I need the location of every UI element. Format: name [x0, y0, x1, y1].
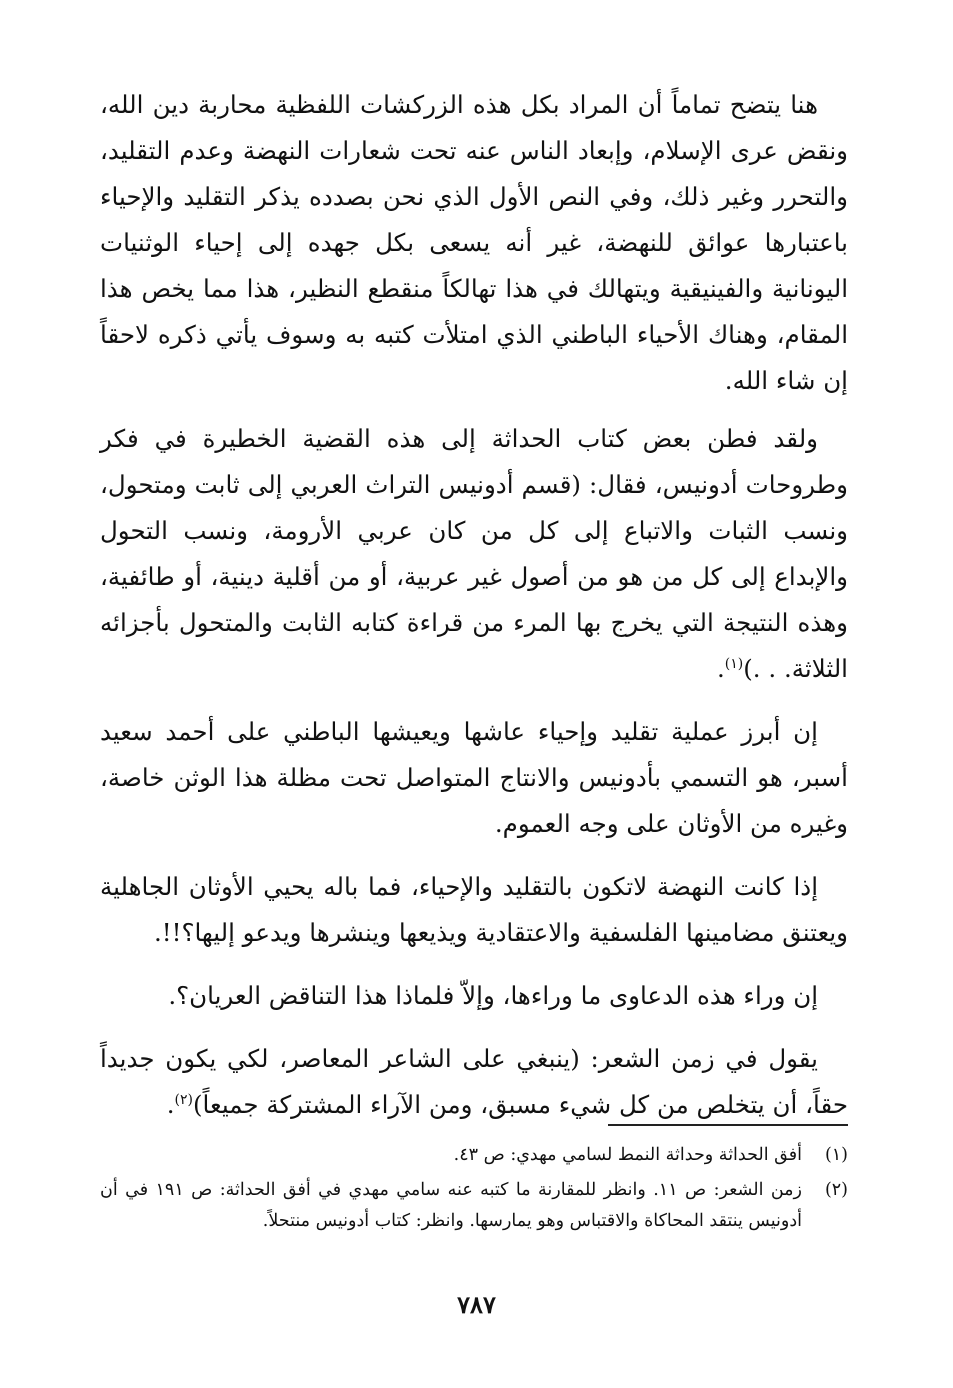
footnote-1-text: أفق الحداثة وحداثة النمط لسامي مهدي: ص ٤٣. — [453, 1145, 802, 1165]
paragraph-2 — [100, 416, 848, 692]
footnote-1-number: (١) — [824, 1145, 848, 1165]
paragraph-5: إن وراء هذه الدعاوى ما وراءها، وإلاّ فلماذا هذا التناقض العريان؟. — [168, 981, 818, 1010]
paragraph-4: إذا كانت النهضة لاتكون بالتقليد والإحياء، فما باله يحيي الأوثان الجاهلية ويعتنق مضامينها الفلسفية والاعتقادية ويذيعها وينشرها ويدعو إليها؟!!. — [100, 872, 848, 947]
paragraph-1: هنا يتضح تماماً أن المراد بكل هذه الزركشات اللفظية محاربة دين الله، ونقض عرى الإسلام، وإبعاد الناس عنه تحت شعارات النهضة وعدم التقليد، والتحرر وغير ذلك، وفي النص الأول الذي نحن بصدده يذكر التقليد والإحياء باعتبارها عوائق للنهضة، غير أنه يسعى بكل جهده إلى إحياء الوثنيات اليونانية والفينيقية ويتهالك في هذا تهالكاً منقطع النظير، هذا مما يخص هذا المقام، وهناك الأحياء الباطني الذي امتلأت كتبه به وسوف يأتي ذكره لاحقاً إن شاء الله. — [100, 90, 848, 395]
page-number: ٧٨٧ — [457, 1290, 496, 1319]
paragraph-2-text: ولقد فطن بعض كتاب الحداثة إلى هذه القضية الخطيرة في فكر وطروحات أدونيس، فقال: (قسم أدونيس التراث العربي إلى ثابت ومتحول، ونسب الثبات والاتباع إلى كل من كان عربي الأرومة، ونسب التحول والإبداع إلى كل من هو من أصول غير عربية، أو من أقلية دينية، أو طائفية، وهذه النتيجة التي يخرج بها المرء من قراءة كتابه الثابت والمتحول بأجزائه الثلاثة. . .) — [100, 424, 848, 683]
paragraph-6-end: . — [166, 1090, 175, 1119]
paragraph-2-end: . — [716, 654, 725, 683]
footnote-divider — [608, 1124, 848, 1126]
footnote-1 — [100, 1140, 848, 1171]
footnote-ref-1[interactable]: (١) — [724, 655, 744, 672]
paragraph-6 — [100, 1036, 848, 1128]
footnote-2-text: زمن الشعر: ص ١١. وانظر للمقارنة ما كتبه عنه سامي مهدي في أفق الحداثة: ص ١٩١ في أن أدونيس ينتقد المحاكاة والاقتباس وهو يمارسها. وانظر: كتاب أدونيس منتحلاً. — [100, 1180, 803, 1231]
paragraph-3: إن أبرز عملية تقليد وإحياء عاشها ويعيشها الباطني على أحمد سعيد أسبر، هو التسمي بأدونيس والانتاج المتواصل تحت مظلة هذا الوثن خاصة، وغيره من الأوثان على وجه العموم. — [100, 717, 848, 838]
page-body — [100, 82, 848, 1145]
footnote-ref-2[interactable]: (٢) — [174, 1091, 193, 1108]
footnote-2-number: (٢) — [824, 1180, 848, 1200]
paragraph-6-text: يقول في زمن الشعر: (ينبغي على الشاعر المعاصر، لكي يكون جديداً حقاً، أن يتخلص من كل شيء مسبق، ومن الآراء المشتركة جميعاً) — [100, 1044, 848, 1119]
footnotes — [100, 1140, 848, 1241]
footnote-2 — [100, 1175, 848, 1237]
